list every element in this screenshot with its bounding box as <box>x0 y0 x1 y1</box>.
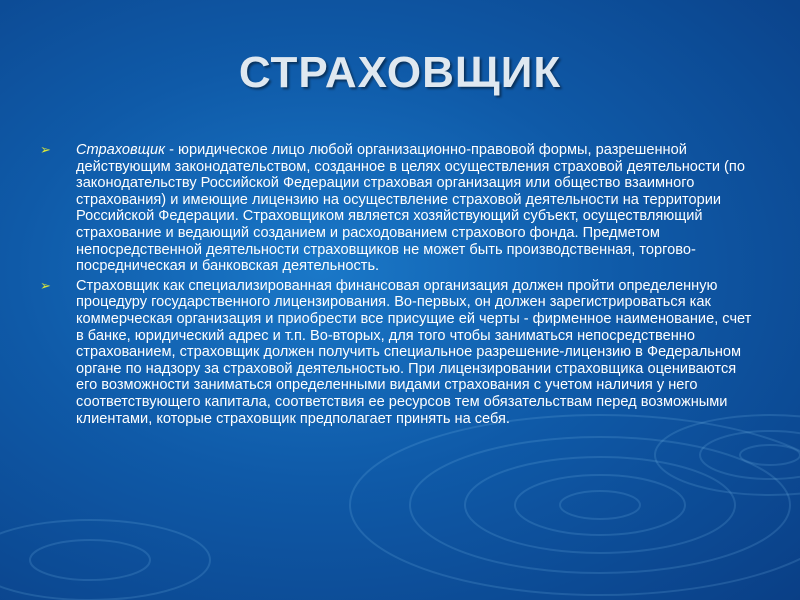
bullet-text <box>76 278 760 427</box>
bullet-item <box>40 278 760 427</box>
bullet-list <box>40 142 760 430</box>
bullet-body: Страховщик как специализированная финансовая организация должен пройти определенную процедуру государственного лицензирования. Во-первых, он должен зарегистрироваться как коммерческая организация и приобрести все присущие ей черты - фирменное наименование, счет в банке, юридический адрес и т.п. Во-вторых, для того чтобы заниматься непосредственно страхованием, страховщик должен получить специальное разрешение-лицензию в Федеральном органе по надзору за страховой деятельностью. При лицензировании страховщика оцениваются его возможности заниматься определенными видами страхования с учетом наличия у него соответствующего капитала, соответствия ее ресурсов тем обязательствам перед возможными клиентами, которые страховщик предполагает принять на себя. <box>76 277 752 427</box>
slide-title: СТРАХОВЩИК <box>238 48 562 97</box>
arrow-bullet-icon: ➢ <box>40 277 51 293</box>
bullet-body: - юридическое лицо любой организационно-правовой формы, разрешенной действующим законодательством, созданное в целях осуществления страховой деятельности (по законодательству Российской Федерации страховая организация или общество взаимного страхования) и имеющие лицензию на осуществление страховой деятельности на территории Российской Федерации. Страховщиком является хозяйствующий субъект, осуществляющий страхование и ведающий созданием и расходованием страхового фонда. Предметом непосредственной деятельности страховщиков не может быть производственная, торгово-посредническая и банковская деятельность. <box>76 142 745 275</box>
bullet-lead-term: Страховщик <box>76 142 166 158</box>
bullet-item <box>40 142 760 275</box>
arrow-bullet-icon: ➢ <box>40 142 51 157</box>
bullet-text <box>76 142 760 275</box>
